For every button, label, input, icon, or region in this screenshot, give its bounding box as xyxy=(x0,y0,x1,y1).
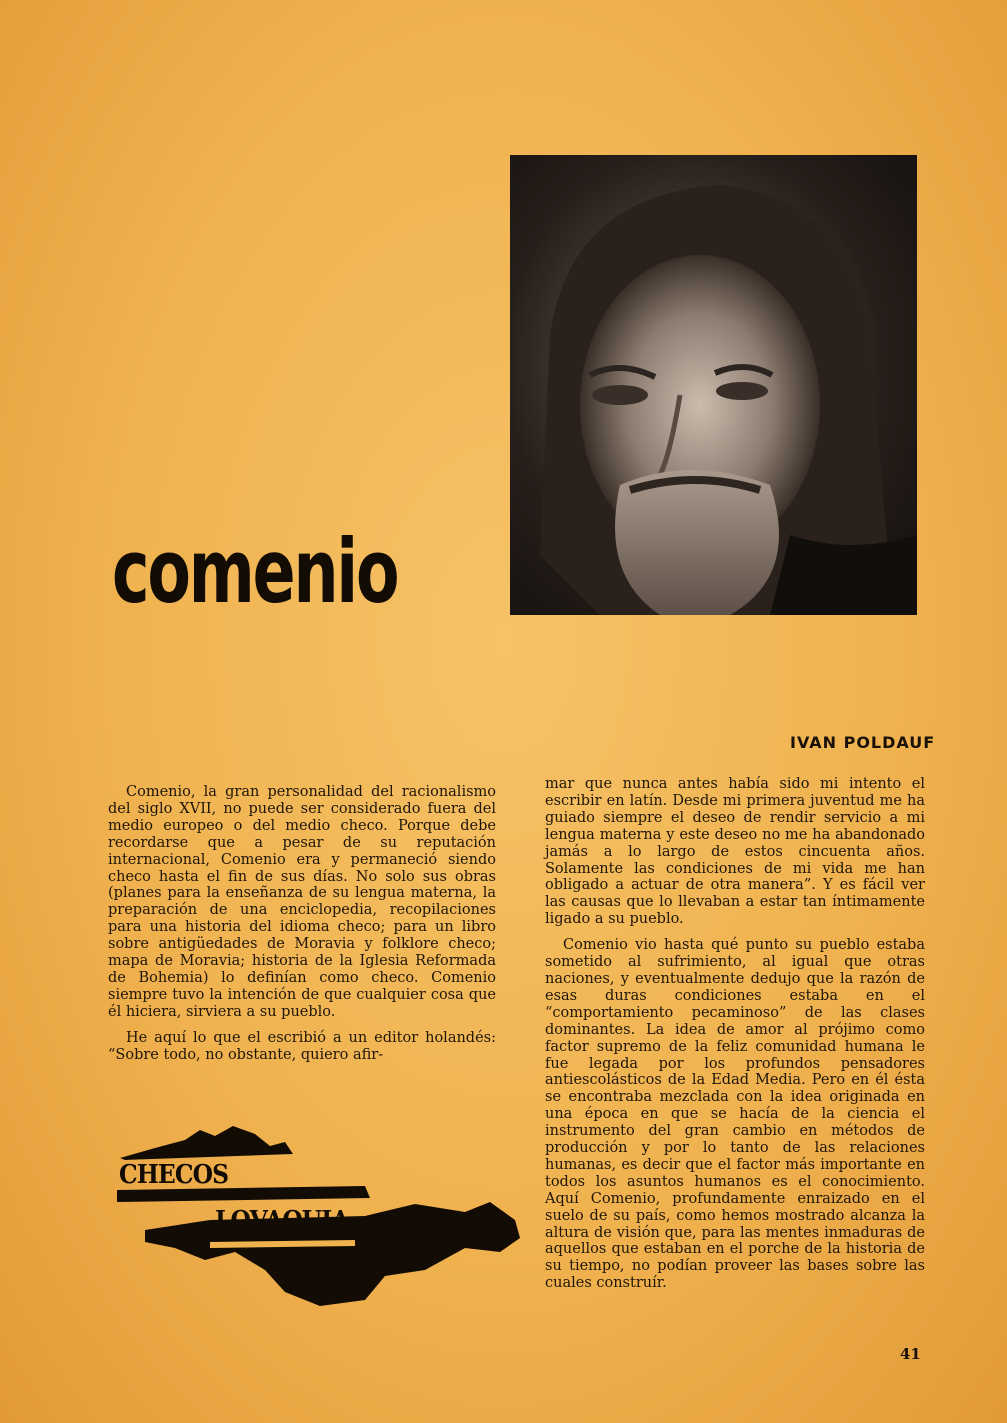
page-number: 41 xyxy=(900,1345,921,1363)
author-name: IVAN POLDAUF xyxy=(790,733,936,752)
article-title: comenio xyxy=(112,520,398,623)
portrait-photo xyxy=(510,155,917,615)
paragraph: mar que nunca antes había sido mi intento el escribir en latín. Desde mi primera juventud me ha guiado siempre el deseo de rendir servicio a mi lengua materna y este deseo no me ha abandonado jamás a lo largo de estos cincuenta años. Solamente las condiciones de mi vida me han obligado a actuar de otra manera”. Y es fácil ver las causas que lo llevaban a estar tan íntimamente ligado a su pueblo. xyxy=(545,776,925,928)
paragraph: Comenio vio hasta qué punto su pueblo estaba sometido al sufrimiento, al igual que otras naciones, y eventualmente dedujo que la razón de esas duras condiciones estaba en el “comportamiento pecaminoso” de las clases dominantes. La idea de amor al prójimo como factor supremo de la feliz comunidad humana le fue legada por los profundos pensadores antiescolásticos de la Edad Media. Pero en él ésta se encontraba mezclada con la idea originada en una época en que se hacía de la ciencia el instrumento del gran cambio en métodos de producción y por lo tanto de las relaciones humanas, es decir que el factor más importante en todos los asuntos humanos es el conocimiento. Aquí Comenio, profundamente enraizado en el suelo de su país, como hemos mostrado alcanza la altura de visión que, para las mentes inmaduras de aquellos que estaban en el porche de la historia de su tiempo, no podían proveer las bases sobre las cuales construír. xyxy=(545,937,925,1292)
right-column xyxy=(545,776,925,1301)
paragraph: Comenio, la gran personalidad del racionalismo del siglo XVII, no puede ser considerado fuera del medio europeo o del medio checo. Porque debe recordarse que a pesar de su reputación internacional, Comenio era y permaneció siendo checo hasta el fin de sus días. No solo sus obras (planes para la enseñanza de su lengua materna, la preparación de una enciclopedia, recopilaciones para una historia del idioma checo; para un libro sobre antigüedades de Moravia y folklore checo; mapa de Moravia; historia de la Iglesia Reformada de Bohemia) lo definían como checo. Comenio siempre tuvo la intención de que cualquier cosa que él hiciera, sirviera a su pueblo. xyxy=(108,784,496,1020)
portrait-illustration xyxy=(510,155,917,615)
emblem-word-checos: CHECOS xyxy=(119,1160,229,1190)
czechoslovakia-emblem xyxy=(115,1120,525,1320)
left-column xyxy=(108,784,496,1073)
emblem-word-lovaquia: LOVAQUIA xyxy=(215,1206,349,1236)
paragraph: He aquí lo que el escribió a un editor holandés: “Sobre todo, no obstante, quiero afir- xyxy=(108,1029,496,1063)
